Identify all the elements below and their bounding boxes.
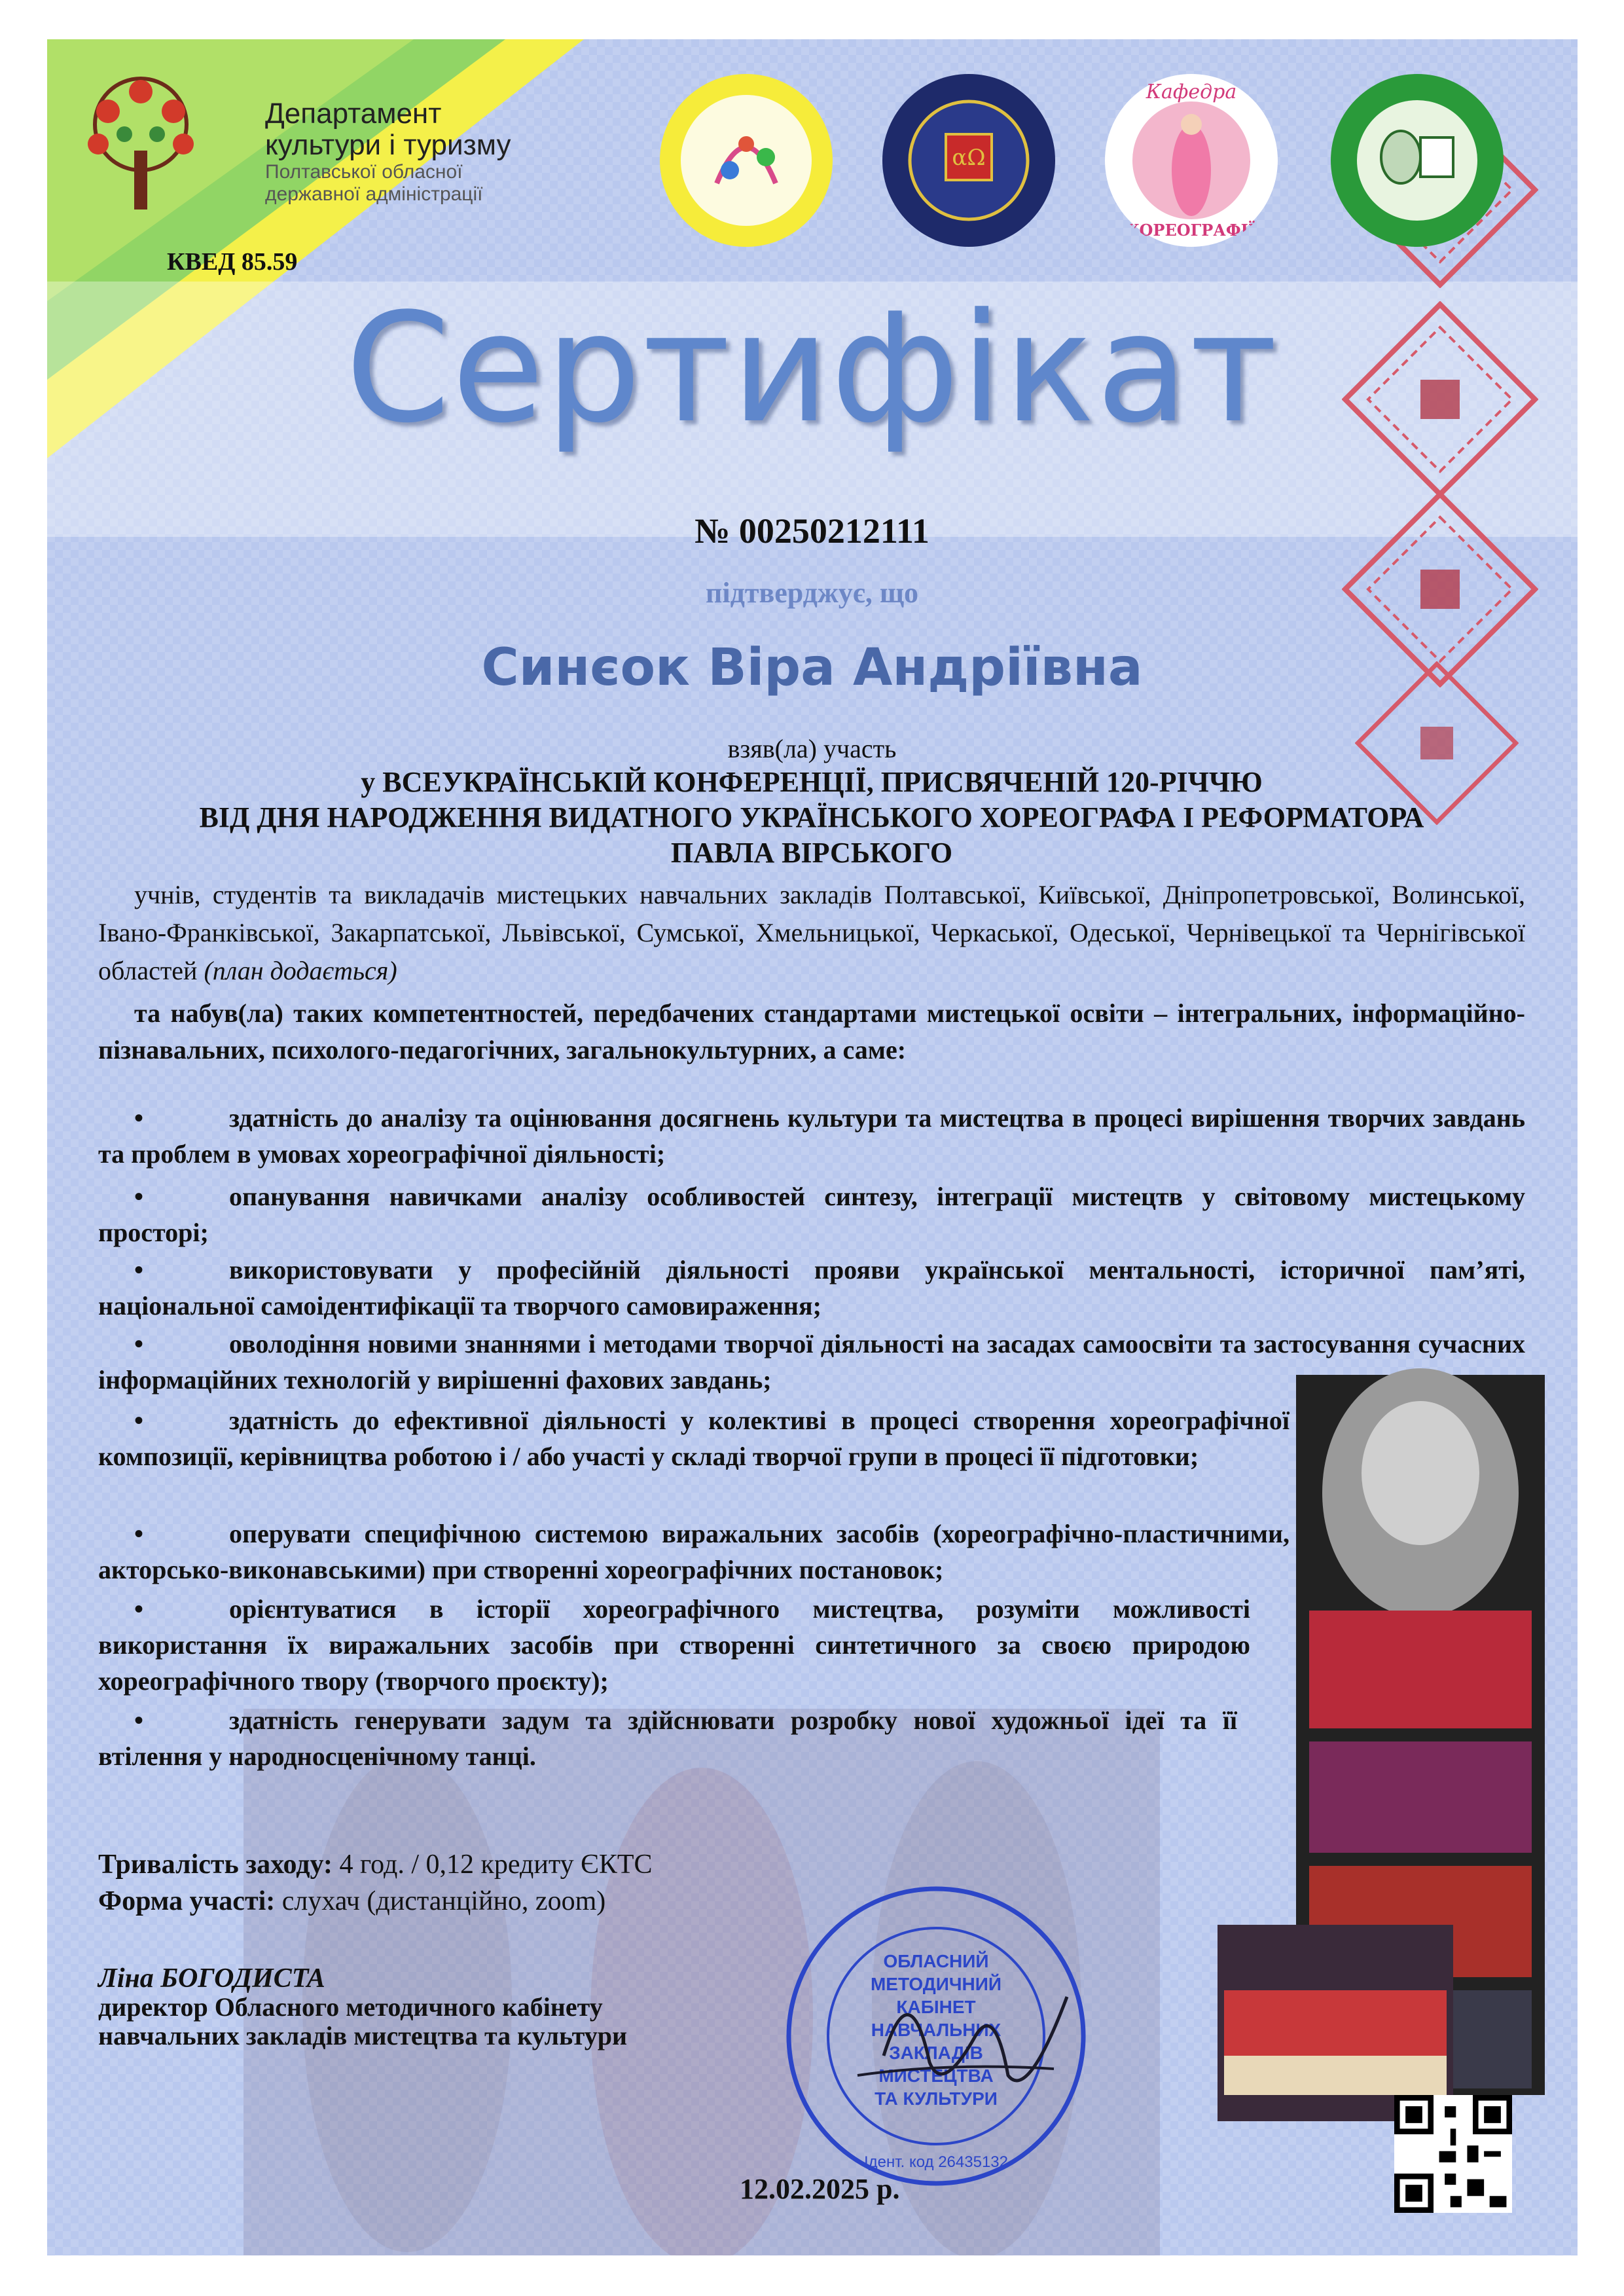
duration-row: [98, 1846, 653, 1883]
signer-name: Ліна БОГОДИСТА: [98, 1963, 325, 1994]
qr-code[interactable]: [1394, 2095, 1512, 2213]
college-logo: [1329, 72, 1506, 249]
signer-title-line1: директор Обласного методичного кабінету: [98, 1992, 603, 2022]
form-label: Форма участі:: [98, 1886, 276, 1916]
kved-code: КВЕД 85.59: [167, 248, 298, 276]
took-part-text: взяв(ла) участь: [727, 734, 897, 763]
form-value: слухач (дистанційно, zoom): [281, 1886, 606, 1916]
svg-text:Ідент. код 26435132: Ідент. код 26435132: [864, 2153, 1008, 2171]
competency-item: [98, 1516, 1290, 1588]
competency-text: оперувати специфічною системою виражальних засобів (хореографічно-пластичними, акторсько-виконавськими) при створенні хореографічних постановок;: [98, 1519, 1290, 1584]
svg-text:НАВЧАЛЬНИХ: НАВЧАЛЬНИХ: [871, 2020, 1001, 2040]
competency-text: орієнтуватися в історії хореографічного мистецтва, розуміти можливості використання їх виражальних засобів при створенні синтетичного за своєю природою хореографічного твору (творчого проєкту);: [98, 1594, 1250, 1696]
competencies-intro: та набув(ла) таких компетентностей, передбачених стандартами мистецької освіти – інтегральних, інформаційно-пізнавальних, психолого-педагогічних, загальнокультурних, а саме:: [98, 998, 1525, 1065]
event-title-line: ВІД ДНЯ НАРОДЖЕННЯ ВИДАТНОГО УКРАЇНСЬКОГО ХОРЕОГРАФА І РЕФОРМАТОРА: [199, 801, 1424, 833]
competency-text: оволодіння новими знаннями і методами творчої діяльності на засадах самоосвіти та застосування сучасних інформаційних технологій у вирішенні фахових завдань;: [98, 1329, 1525, 1394]
bullet: •: [134, 1519, 144, 1548]
bullet: •: [134, 1594, 144, 1624]
issue-date: 12.02.2025 р.: [740, 2173, 900, 2205]
svg-text:МИСТЕЦТВА: МИСТЕЦТВА: [878, 2066, 994, 2086]
choreography-department-logo: [1103, 72, 1280, 249]
bullet: •: [134, 1705, 144, 1735]
methodical-cabinet-logo: [658, 72, 835, 249]
audience-description: учнів, студентів та викладачів мистецьких навчальних закладів Полтавської, Київської, Дніпропетровської, Волинської, Івано-Франківської, Закарпатської, Львівської, Сумської, Хмельницької, Черкаської, Одеської, Чернівецької та Чернігівської областей: [98, 880, 1525, 985]
svg-text:Кафедра: Кафедра: [1146, 81, 1237, 103]
competency-text: здатність до аналізу та оцінювання досягнень культури та мистецтва в процесі вирішення творчих завдань та проблем в умовах хореографічної діяльності;: [98, 1103, 1525, 1169]
svg-text:ОБЛАСНИЙ: ОБЛАСНИЙ: [883, 1951, 989, 1971]
competency-text: здатність генерувати задум та здійснювати розробку нової художньої ідеї та її втілення у народносценічному танці.: [98, 1705, 1237, 1771]
certificate-title: Сертифікат: [345, 282, 1279, 456]
competency-item: [98, 1178, 1525, 1250]
bullet: •: [134, 1182, 144, 1211]
svg-text:ХОРЕОГРАФІЇ: ХОРЕОГРАФІЇ: [1127, 221, 1256, 240]
competency-text: використовувати у професійній діяльності прояви української ментальності, історичної пам’яті, національної самоідентифікації та творчого самовираження;: [98, 1255, 1525, 1321]
signer-block: [98, 1964, 627, 2050]
certificate-number: № 00250212111: [695, 511, 929, 551]
qr-code-icon: [1394, 2095, 1512, 2213]
audience-note: (план додається): [204, 956, 397, 985]
bullet: •: [134, 1406, 144, 1435]
department-subtitle-line1: Полтавської обласної: [265, 161, 463, 183]
competency-item: [98, 1402, 1290, 1474]
event-title-line: ПАВЛА ВІРСЬКОГО: [670, 837, 953, 869]
duration-label: Тривалість заходу:: [98, 1850, 333, 1880]
svg-text:ЗАКЛАДІВ: ЗАКЛАДІВ: [889, 2043, 983, 2063]
university-logo: [880, 72, 1057, 249]
svg-text:ТА КУЛЬТУРИ: ТА КУЛЬТУРИ: [875, 2088, 998, 2109]
bullet: •: [134, 1329, 144, 1358]
dance-troupe-photo: [1218, 1925, 1453, 2121]
event-details: [98, 1846, 653, 1920]
form-row: [98, 1883, 653, 1920]
competency-text: здатність до ефективної діяльності у колективі в процесі створення хореографічної композиції, керівництва роботою і / або участі у складі творчої групи в процесі її підготовки;: [98, 1406, 1290, 1471]
event-title-line: у ВСЕУКРАЇНСЬКІЙ КОНФЕРЕНЦІЇ, ПРИСВЯЧЕНІЙ 120-РІЧЧЮ: [361, 766, 1263, 798]
svg-text:αΩ: αΩ: [952, 145, 986, 171]
audience-text: [98, 876, 1525, 990]
svg-text:КАБІНЕТ: КАБІНЕТ: [896, 1997, 976, 2017]
bullet: •: [134, 1255, 144, 1285]
official-stamp: [779, 1879, 1093, 2193]
competency-item: [98, 1702, 1237, 1774]
svg-text:МЕТОДИЧНИЙ: МЕТОДИЧНИЙ: [870, 1974, 1002, 1994]
department-title-line1: Департамент: [265, 98, 442, 130]
department-name: [265, 98, 511, 206]
confirms-text: підтверджує, що: [706, 577, 918, 609]
competency-item: [98, 1100, 1525, 1172]
competency-text: опанування навичками аналізу особливостей синтезу, інтеграції мистецтв у світовому мистецькому просторі;: [98, 1182, 1525, 1247]
competency-item: [98, 1252, 1525, 1324]
duration-value: 4 год. / 0,12 кредиту ЄКТС: [339, 1850, 653, 1880]
department-subtitle-line2: державної адміністрації: [265, 183, 483, 205]
department-tree-logo: [69, 72, 213, 216]
recipient-name: Синєок Віра Андріївна: [481, 638, 1143, 697]
competency-item: [98, 1591, 1250, 1699]
signer-title-line2: навчальних закладів мистецтва та культури: [98, 2021, 628, 2050]
event-title: [79, 765, 1545, 871]
bullet: •: [134, 1103, 144, 1133]
department-title-line2: культури і туризму: [265, 129, 511, 161]
